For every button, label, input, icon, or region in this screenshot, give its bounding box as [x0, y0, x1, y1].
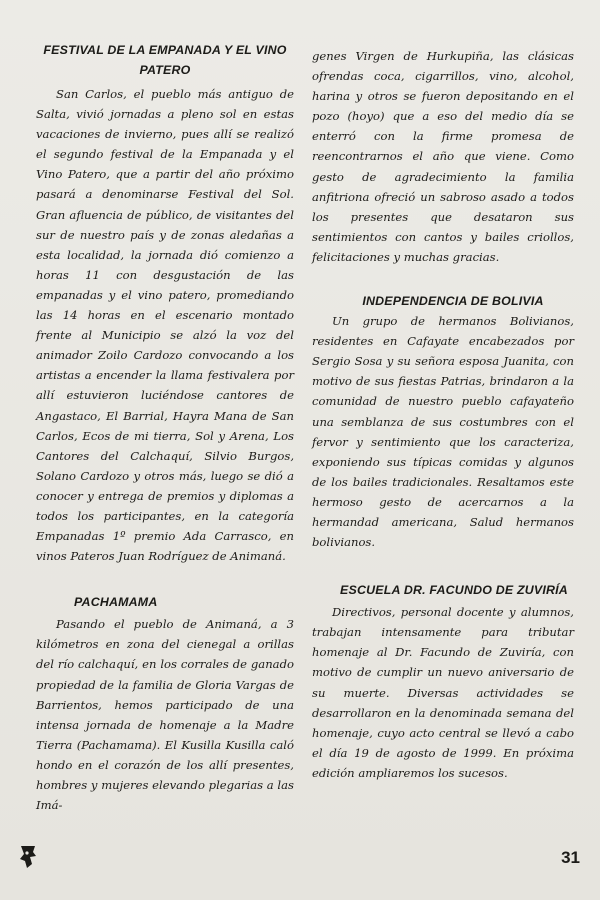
festival-heading: FESTIVAL DE LA EMPANADA Y EL VINO PATERO	[43, 43, 287, 77]
left-column	[36, 40, 294, 815]
escuela-heading: ESCUELA DR. FACUNDO DE ZUVIRÍA	[340, 583, 568, 598]
pachamama-heading: PACHAMAMA	[74, 595, 158, 610]
pachamama-body: Pasando el pueblo de Animaná, a 3 kilómetros en zona del cienegal a orillas del río calchaquí, en los corrales de ganado propiedad de la familia de Gloria Vargas de Barrientos, hemos participado de una intensa jornada de homenaje a la Madre Tierra (Pachamama). El Kusilla Kusilla caló hondo en el corazón de los allí presentes, hombres y mujeres elevando plegarias a las Imá-	[36, 617, 294, 813]
publisher-logo-icon	[18, 844, 38, 870]
right-column	[312, 46, 574, 783]
independencia-heading: INDEPENDENCIA DE BOLIVIA	[362, 294, 544, 309]
pachamama-body-continued: genes Virgen de Hurkupiña, las clásicas ofrendas coca, cigarrillos, vino, alcohol, harina y otros se fueron depositando en el pozo (hoyo) que a eso del medio día se enterró con la firme promesa de reencontrarnos el año que viene. Como gesto de agradecimiento la familia anfitriona ofreció un sabroso asado a todos los presentes que desataron sus sentimientos con cantos y bailes criollos, felicitaciones y muchas gracias.	[312, 49, 574, 264]
escuela-body: Directivos, personal docente y alumnos, trabajan intensamente para tributar homenaje al Dr. Facundo de Zuviría, con motivo de cumplir un nuevo aniversario de su muerte. Diversas actividades se desarrollaron en la denominada semana del homenaje, cuyo acto central se llevó a cabo el día 19 de agosto de 1999. En próxima edición ampliaremos los sucesos.	[312, 605, 574, 780]
independencia-body: Un grupo de hermanos Bolivianos, residentes en Cafayate encabezados por Sergio Sosa y su señora esposa Juanita, con motivo de sus fiestas Patrias, brindaron a la comunidad de nuestro pueblo cafayateño una semblanza de sus costumbres con el fervor y sentimiento que los caracteriza, exponiendo sus típicas comidas y algunos de los bailes tradicionales. Resaltamos este hermoso gesto de acercarnos a la hermandad americana, Salud hermanos bolivianos.	[312, 314, 574, 550]
festival-body: San Carlos, el pueblo más antiguo de Salta, vivió jornadas a pleno sol en estas vacaciones de invierno, pues allí se realizó el segundo festival de la Empanada y el Vino Patero, que a partir del año próximo pasará a denominarse Festival del Sol. Gran afluencia de público, de visitantes del sur de nuestro país y de zonas aledañas a esta localidad, la jornada dió comienzo a horas 11 con desgustación de las empanadas y el vino patero, promediando las 14 horas en el escenario montado frente al Municipio se alzó la voz del animador Zoilo Cardozo convocando a los artistas a encender la llama festivalera por allí estuvieron luciéndose cantores de Angastaco, El Barrial, Hayra Mana de San Carlos, Ecos de mi tierra, Sol y Arena, Los Cantores del Calchaquí, Silvio Burgos, Solano Cardozo y otros más, luego se dió a conocer y entrega de premios y diplomas a todos los participantes, en la categoría Empanadas 1º premio Ada Carrasco, en vinos Pateros Juan Rodríguez de Animaná.	[36, 87, 294, 564]
page-number: 31	[561, 848, 580, 867]
